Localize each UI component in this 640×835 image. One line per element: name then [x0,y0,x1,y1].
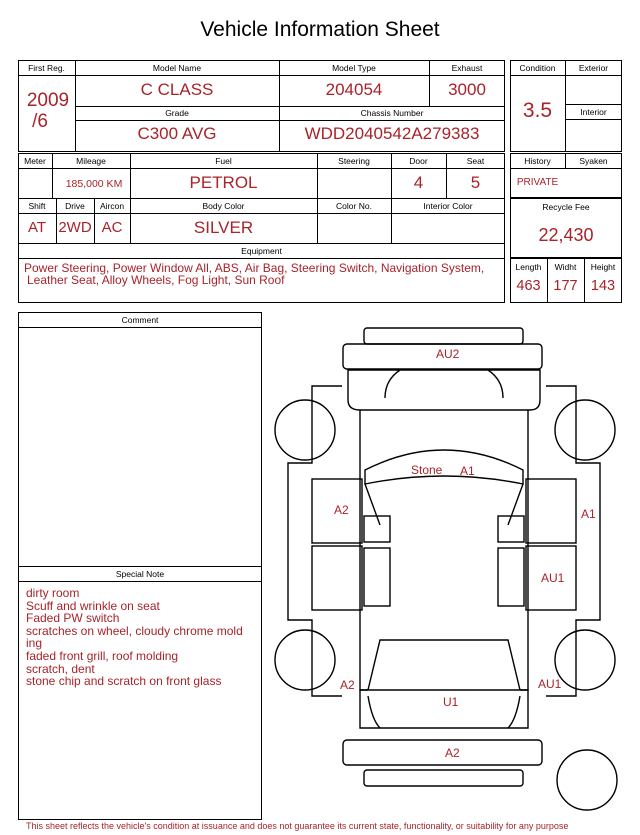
interior-color-label: Interior Color [423,201,473,211]
car-damage-diagram [270,322,620,820]
special-notes-list [26,587,260,688]
grade-value: C300 AVG [137,124,217,143]
mark-rear-bumper: AU2 [436,347,460,361]
special-note-item: Faded PW switch [26,611,120,626]
disclaimer-footer: This sheet reflects the vehicle's condition at issuance and does not guarantee its current state, functionality, or suitability for any purpose [26,821,569,831]
fuel-value: PETROL [189,173,258,192]
mark-windshield-stone: Stone [411,463,443,477]
interior-label: Interior [580,107,607,117]
mark-right-rear-door: AU1 [541,571,565,585]
right-rear-wheel [555,400,615,460]
height-value: 143 [590,278,616,294]
chassis-number-label: Chassis Number [360,108,424,118]
history-label: History [524,156,551,166]
windshield [365,450,523,484]
height-label: Height [590,262,616,272]
mark-windshield-code: A1 [460,464,475,478]
rear-light-right [488,370,503,398]
special-note-item: faded front grill, roof molding [26,648,179,663]
meter-label: Meter [24,156,46,166]
width-label: Widht [554,262,577,272]
mark-front-bumper: A2 [445,746,460,760]
left-window [364,548,390,606]
mileage-value: 185,000 KM [65,178,123,190]
grade-label: Grade [165,108,189,118]
equipment-line-2: Leather Seat, Alloy Wheels, Fog Light, Sun Roof [27,273,285,287]
recycle-fee-value: 22,430 [538,225,594,245]
trunk-lid [348,370,540,410]
exterior-label: Exterior [578,63,609,73]
aircon-value: AC [101,219,123,236]
recycle-fee-label: Recycle Fee [542,202,590,212]
headlight-right [508,696,520,728]
mileage-label: Mileage [76,156,106,166]
color-no-label: Color No. [336,201,372,211]
shift-value: AT [27,219,47,236]
condition-score: 3.5 [522,99,553,122]
first-reg-year: 2009 [26,90,70,111]
exhaust-value: 3000 [448,80,486,99]
model-type-value: 204054 [325,80,383,99]
door-label: Door [409,156,428,166]
fuel-label: Fuel [215,156,232,166]
left-rear-wheel [275,400,335,460]
syaken-label: Syaken [579,156,608,166]
headlight-left [368,696,380,728]
door-value: 4 [413,173,424,192]
left-front-wheel [275,630,335,690]
equipment-label: Equipment [241,246,282,256]
hood [368,640,520,690]
special-note-label: Special Note [115,569,165,579]
comment-label: Comment [121,315,159,325]
equipment-line-1: Power Steering, Power Window All, ABS, Air Bag, Steering Switch, Navigation System, [24,261,485,275]
model-type-label: Model Type [332,63,376,73]
seat-label: Seat [466,156,485,166]
drive-value: 2WD [58,219,92,236]
right-window [498,548,524,606]
special-note-item: dirty room [26,586,80,600]
first-reg-label: First Reg. [28,63,65,73]
left-mirror [364,516,390,542]
special-note-item: Scuff and wrinkle on seat [26,598,160,613]
left-rear-door [312,546,362,610]
rear-top-bar [364,328,523,344]
history-value: PRIVATE [516,177,559,188]
left-pillar [365,484,380,525]
rear-light-left [385,370,400,398]
front-bumper-panel [343,740,542,765]
mark-right-front-door: A1 [581,507,596,521]
right-mirror [498,516,524,542]
special-note-item: scratch, dent [26,661,95,676]
cabin-outline [360,410,528,690]
special-note-item: ing [26,636,43,651]
special-note-item: scratches on wheel, cloudy chrome mold [26,623,243,638]
steering-label: Steering [338,156,370,166]
body-color-label: Body Color [202,201,245,211]
page-title: Vehicle Information Sheet [200,18,440,41]
exhaust-label: Exhaust [451,63,483,73]
chassis-number-value: WDD2040542A279383 [304,124,480,143]
shift-label: Shift [28,201,46,211]
right-front-door [526,479,576,543]
mark-left-front-door: A2 [334,503,349,517]
length-label: Length [515,262,542,272]
mark-roof: U1 [443,695,459,709]
model-name-label: Model Name [152,63,202,73]
length-value: 463 [516,278,541,294]
left-side-outline [288,386,342,696]
right-side-outline [546,386,600,696]
width-value: 177 [553,278,578,294]
aircon-label: Aircon [99,201,125,211]
model-name-value: C CLASS [140,80,214,99]
right-front-wheel [555,630,615,690]
condition-label: Condition [519,63,556,73]
special-note-item: stone chip and scratch on front glass [26,674,222,689]
front-bottom-bar [364,770,523,786]
mark-right-rear-quarter: AU1 [538,677,562,691]
body-color-value: SILVER [193,218,254,237]
right-pillar [508,484,523,525]
spare-tire [557,750,617,810]
mark-left-rear-quarter: A2 [340,678,355,692]
seat-value: 5 [470,173,481,192]
drive-label: Drive [65,201,85,211]
first-reg-month: /6 [32,111,48,132]
